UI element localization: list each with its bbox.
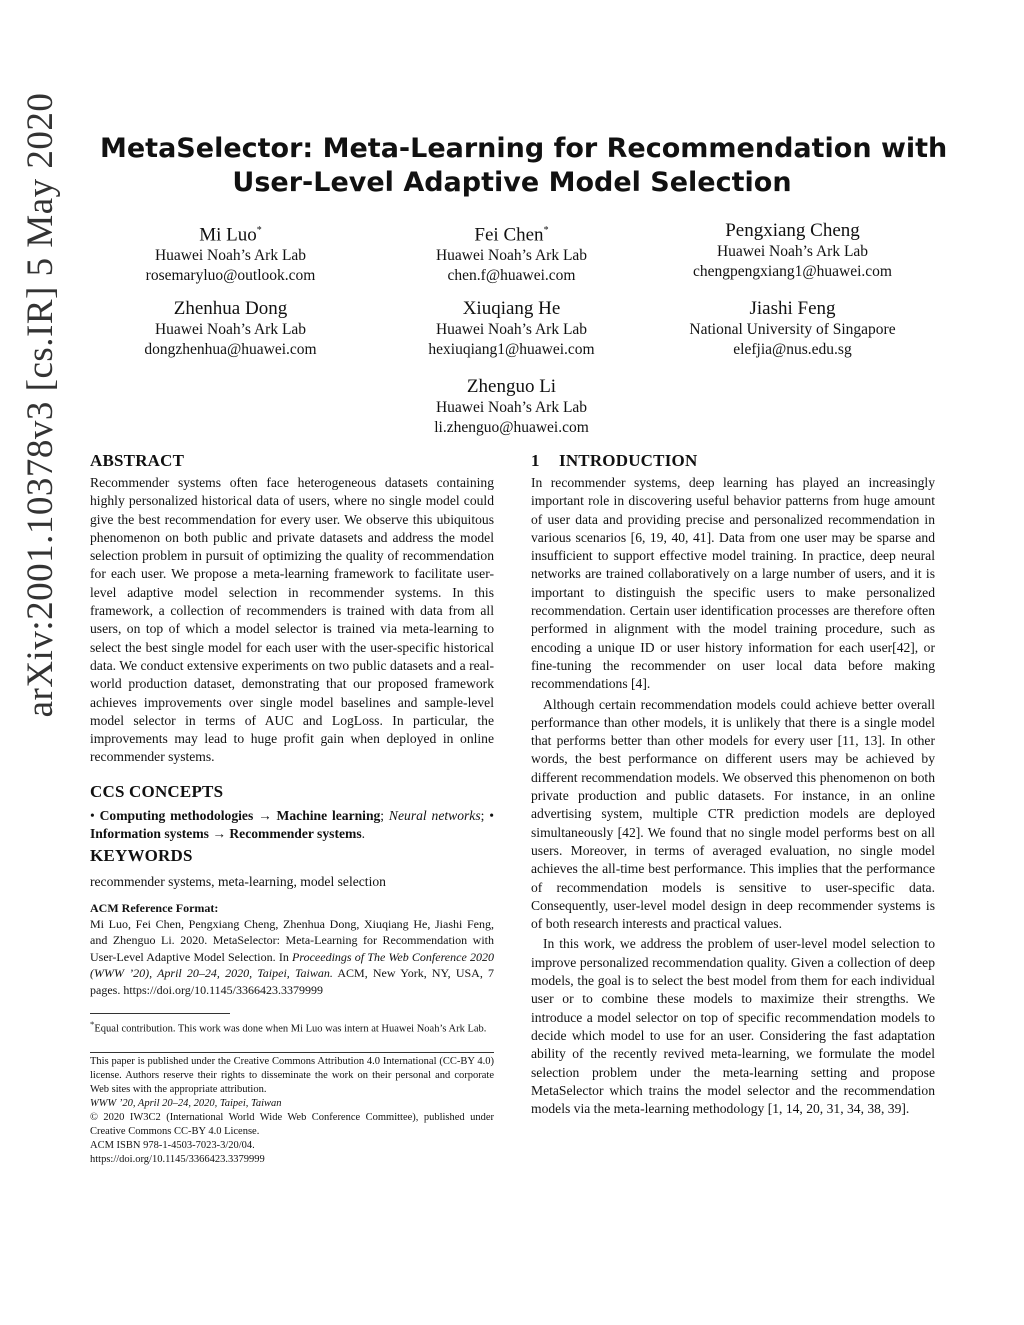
equal-contribution-mark: * xyxy=(543,225,549,236)
abstract-text: Recommender systems often face heterogeneous datasets containing highly personalized historical data of users, where no single model could give the best recommendation for every user. We observe this ubiquitous phenomenon on both public and private datasets and address the model selection problem in pursuit of optimizing the quality of recommendation for each user. We propose a meta-learning framework to facilitate user-level adaptive model selection in recommender systems. In this framework, a collection of recommenders is trained with data from all users, on top of which a model selector is trained via meta-learning to select the best single model for each user with the user-specific historical data. We conduct extensive experiments on two public datasets and a real-world production dataset, demonstrating that our proposed framework achieves improvements over single model baselines and sample-level model selector in terms of AUC and LogLoss. In particular, the improvements may lead to huge profit gain when deployed in online recommender systems. xyxy=(90,475,494,765)
ccs-end: . xyxy=(361,826,366,842)
author-fei-chen xyxy=(371,220,652,286)
license-text: This paper is published under the Creative Commons Attribution 4.0 International (CC-BY 4.0) license. Authors reserve their rights to disseminate the work on their personal and corporate Web sites with the appropriate attribution. xyxy=(90,1056,494,1096)
author-email[interactable]: dongzhenhua@huawei.com xyxy=(144,341,317,358)
license-venue xyxy=(90,1097,494,1111)
author-name: Jiashi Feng xyxy=(749,298,836,319)
intro-paragraph-2: Although certain recommendation models could achieve better overall performance than other models, it is unlikely that there is a single model that performs better than other models for every user [11, 13]. In other words, the best performance on different users may be achieved by different recommendation models. We observed this phenomenon on both private production and public datasets. For instance, in an online advertising system, multiple CTR prediction models are deployed simultaneously [42]. We found that no single model performs best on all users. Moreover, in terms of averaged evaluation, no single model achieves the all-time best performance. This implies that the performance of recommendation models is sensitive to user-specific data. Consequently, user-level model design in deep recommender systems is of both research interests and practical values. xyxy=(531,696,935,932)
author-email[interactable]: chengpengxiang1@huawei.com xyxy=(693,263,892,280)
intro-paragraph-1: In recommender systems, deep learning has played an increasingly important role in discovering useful behavior patterns from huge amount of user data and providing precise and personalized recommendation in various scenarios [6, 19, 40, 41]. Data from one user may be sparse and insufficient to support effective model training. In practice, deep neural networks are trained collaboratively on a large number of users, and it is important to distinguish the specific users to make personalized recommendation. Certain user identification processes are therefore often performed in alignment with the model training procedure, such as encoding a unique ID or user history information for each user[42], or fine-tuning the recommender on user local data before making recommendations [4]. xyxy=(531,475,935,692)
ccs-concept: Recommender systems xyxy=(229,826,362,842)
author-affiliation: National University of Singapore xyxy=(689,321,896,338)
acm-reference-authors: Mi Luo, Fei Chen, Pengxiang Cheng, Zhenhua Dong, Xiuqiang He, Jiashi Feng, and Zhenguo Li. 2020. MetaSelector: Meta-Learning for Recommendation with User-Level Adaptive Model Selection. In xyxy=(90,916,494,964)
right-column xyxy=(531,450,935,1118)
author-email[interactable]: li.zhenguo@huawei.com xyxy=(434,419,589,436)
ccs-arrow: → xyxy=(212,826,226,842)
ccs-concepts xyxy=(90,807,494,844)
author-xiuqiang-he xyxy=(371,298,652,360)
title-line-2: User-Level Adaptive Model Selection xyxy=(232,167,792,198)
author-affiliation: Huawei Noah’s Ark Lab xyxy=(435,399,588,416)
ccs-heading: CCS CONCEPTS xyxy=(90,781,224,801)
ccs-arrow: → xyxy=(258,807,272,823)
section-title: INTRODUCTION xyxy=(559,451,698,470)
footnote xyxy=(90,1017,494,1037)
ccs-concept: Machine learning xyxy=(276,807,381,823)
author-jiashi-feng xyxy=(652,298,933,360)
footnote-text: Equal contribution. This work was done when Mi Luo was intern at Huawei Noah’s Ark Lab. xyxy=(94,1023,487,1035)
author-email[interactable]: hexiuqiang1@huawei.com xyxy=(428,341,595,358)
author-affiliation: Huawei Noah’s Ark Lab xyxy=(435,321,588,338)
author-name: Zhenhua Dong xyxy=(173,298,288,319)
footnote-mark: * xyxy=(90,1018,95,1029)
license-copyright: © 2020 IW3C2 (International World Wide Web Conference Committee), published under Creative Commons CC-BY 4.0 License. xyxy=(90,1112,494,1138)
license-isbn: ACM ISBN 978-1-4503-7023-3/20/04. xyxy=(90,1140,255,1152)
ccs-concept: Neural networks xyxy=(388,807,481,823)
ccs-separator: ; xyxy=(480,807,485,823)
acm-reference xyxy=(90,916,494,999)
license-doi[interactable]: https://doi.org/10.1145/3366423.3379999 xyxy=(90,1154,265,1166)
paper-title xyxy=(100,132,948,200)
author-name: Xiuqiang He xyxy=(462,298,561,319)
arxiv-identifier: arXiv:2001.10378v3 [cs.IR] 5 May 2020 xyxy=(19,92,61,718)
ccs-concept: Computing methodologies xyxy=(99,807,254,823)
abstract-heading: ABSTRACT xyxy=(90,451,185,470)
footnote-rule xyxy=(90,1013,230,1014)
author-email[interactable]: chen.f@huawei.com xyxy=(447,267,576,285)
license-venue-text: WWW ’20, April 20–24, 2020, Taipei, Taiwan xyxy=(90,1098,282,1110)
ccs-bullet: • xyxy=(90,807,95,823)
intro-paragraph-3: In this work, we address the problem of user-level model selection to improve personalized recommendation quality. Given a collection of deep models, the goal is to select the best model from them for each individual user or to combine these models to maximize their strengths. We introduce a model selector on top of specific recommendation models to decide which model to use for an user. Considering the fast adaptation ability of the recently revived meta-learning, we formulate the model selection problem under the meta-learning setting and propose MetaSelector which trains the model selector and the recommendation models via the meta-learning methodology [1, 14, 20, 31, 34, 38, 39]. xyxy=(531,936,935,1117)
author-name: Zhenguo Li xyxy=(466,376,557,397)
keywords-text: recommender systems, meta-learning, model selection xyxy=(90,874,386,890)
author-zhenguo-li xyxy=(371,376,652,438)
acm-reference-publisher: ACM, New York, NY, USA, 7 pages. https://doi.org/10.1145/3366423.3379999 xyxy=(90,966,494,998)
introduction-heading xyxy=(531,450,935,472)
ccs-separator: ; xyxy=(380,807,385,823)
author-affiliation: Huawei Noah’s Ark Lab xyxy=(154,321,307,338)
section-number: 1 xyxy=(531,451,540,470)
author-zhenhua-dong xyxy=(90,298,371,360)
author-name: Fei Chen xyxy=(474,224,544,246)
author-affiliation: Huawei Noah’s Ark Lab xyxy=(716,243,869,260)
author-mi-luo xyxy=(90,220,371,286)
author-name: Pengxiang Cheng xyxy=(725,220,860,241)
left-column xyxy=(90,450,494,1167)
author-affiliation: Huawei Noah’s Ark Lab xyxy=(154,247,307,265)
author-pengxiang-cheng xyxy=(652,220,933,282)
author-email[interactable]: rosemaryluo@outlook.com xyxy=(145,267,316,285)
author-name: Mi Luo xyxy=(199,224,257,246)
title-line-1: MetaSelector: Meta-Learning for Recommendation with xyxy=(100,133,948,164)
ccs-concept: Information systems xyxy=(90,826,209,842)
acm-reference-venue: Proceedings of The Web Conference 2020 (WWW ’20), April 20–24, 2020, Taipei, Taiwan. xyxy=(90,949,494,981)
ccs-bullet: • xyxy=(489,807,494,823)
author-email[interactable]: elefjia@nus.edu.sg xyxy=(733,341,852,358)
acm-reference-heading: ACM Reference Format: xyxy=(90,900,219,915)
author-affiliation: Huawei Noah’s Ark Lab xyxy=(435,247,588,265)
keywords-heading: KEYWORDS xyxy=(90,846,193,866)
license-rule xyxy=(90,1052,494,1053)
equal-contribution-mark: * xyxy=(256,225,262,236)
